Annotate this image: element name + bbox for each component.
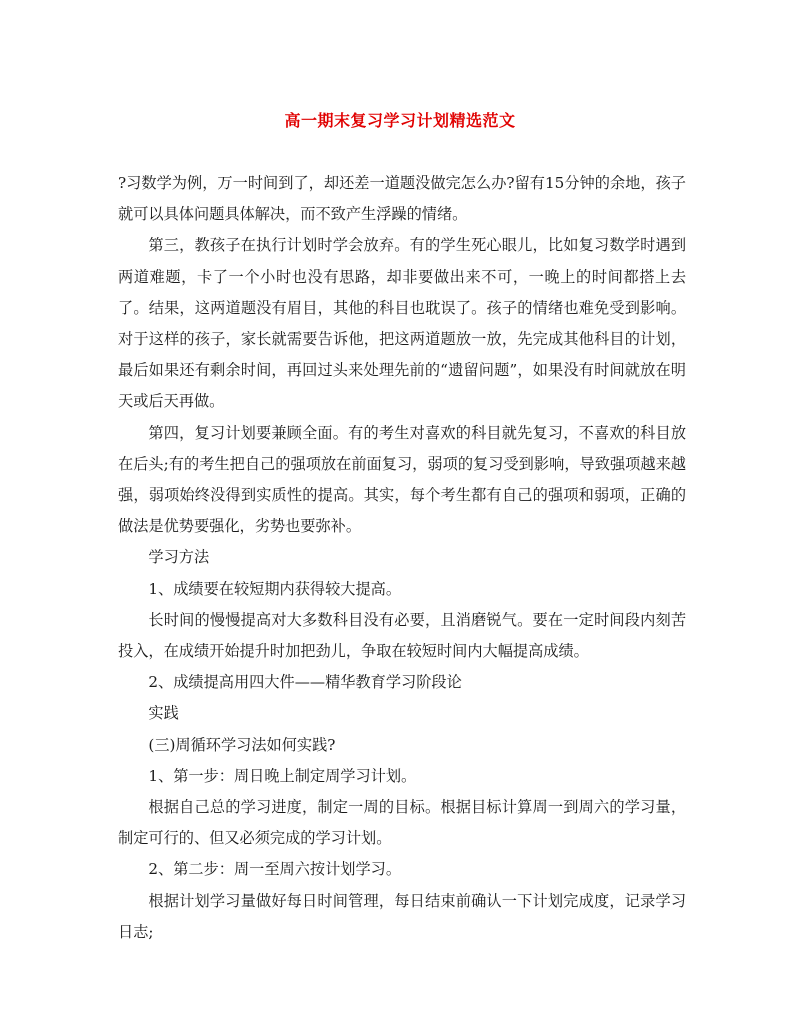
paragraph: 第四，复习计划要兼顾全面。有的考生对喜欢的科目就先复习，不喜欢的科目放在后头;有的考生把自己的强项放在前面复习，弱项的复习受到影响，导致强项越来越强，弱项始终没得到实质性的提高。其实，每个考生都有自己的强项和弱项，正确的做法是优势要强化，劣势也要弥补。 [118, 423, 686, 536]
paragraph: 实践 [148, 704, 179, 723]
document-body [118, 168, 686, 948]
paragraph: 1、第一步：周日晚上制定周学习计划。 [148, 766, 417, 785]
paragraph: ?习数学为例，万一时间到了，却还差一道题没做完怎么办?留有15分钟的余地，孩子就可以具体问题具体解决，而不致产生浮躁的情绪。 [118, 174, 686, 224]
paragraph: (三)周循环学习法如何实践? [148, 735, 336, 754]
paragraph: 第三，教孩子在执行计划时学会放弃。有的学生死心眼儿，比如复习数学时遇到两道难题，卡了一个小时也没有思路，却非要做出来不可，一晚上的时间都搭上去了。结果，这两道题没有眉目，其他的科目也耽误了。孩子的情绪也难免受到影响。对于这样的孩子，家长就需要告诉他，把这两道题放一放，先完成其他科目的计划，最后如果还有剩余时间，再回过头来处理先前的“遗留问题”，如果没有时间就放在明天或后天再做。 [118, 236, 686, 411]
paragraph: 根据自己总的学习进度，制定一周的目标。根据目标计算周一到周六的学习量，制定可行的、但又必须完成的学习计划。 [118, 798, 686, 848]
paragraph: 2、成绩提高用四大件——精华教育学习阶段论 [148, 673, 462, 692]
paragraph: 长时间的慢慢提高对大多数科目没有必要，且消磨锐气。要在一定时间段内刻苦投入，在成绩开始提升时加把劲儿，争取在较短时间内大幅提高成绩。 [118, 610, 686, 661]
paragraph: 根据计划学习量做好每日时间管理，每日结束前确认一下计划完成度，记录学习日志; [118, 891, 686, 941]
paragraph: 学习方法 [148, 548, 210, 567]
document-title: 高一期末复习学习计划精选范文 [284, 111, 516, 130]
paragraph: 2、第二步：周一至周六按计划学习。 [148, 860, 402, 879]
paragraph: 1、成绩要在较短期内获得较大提高。 [148, 579, 402, 598]
